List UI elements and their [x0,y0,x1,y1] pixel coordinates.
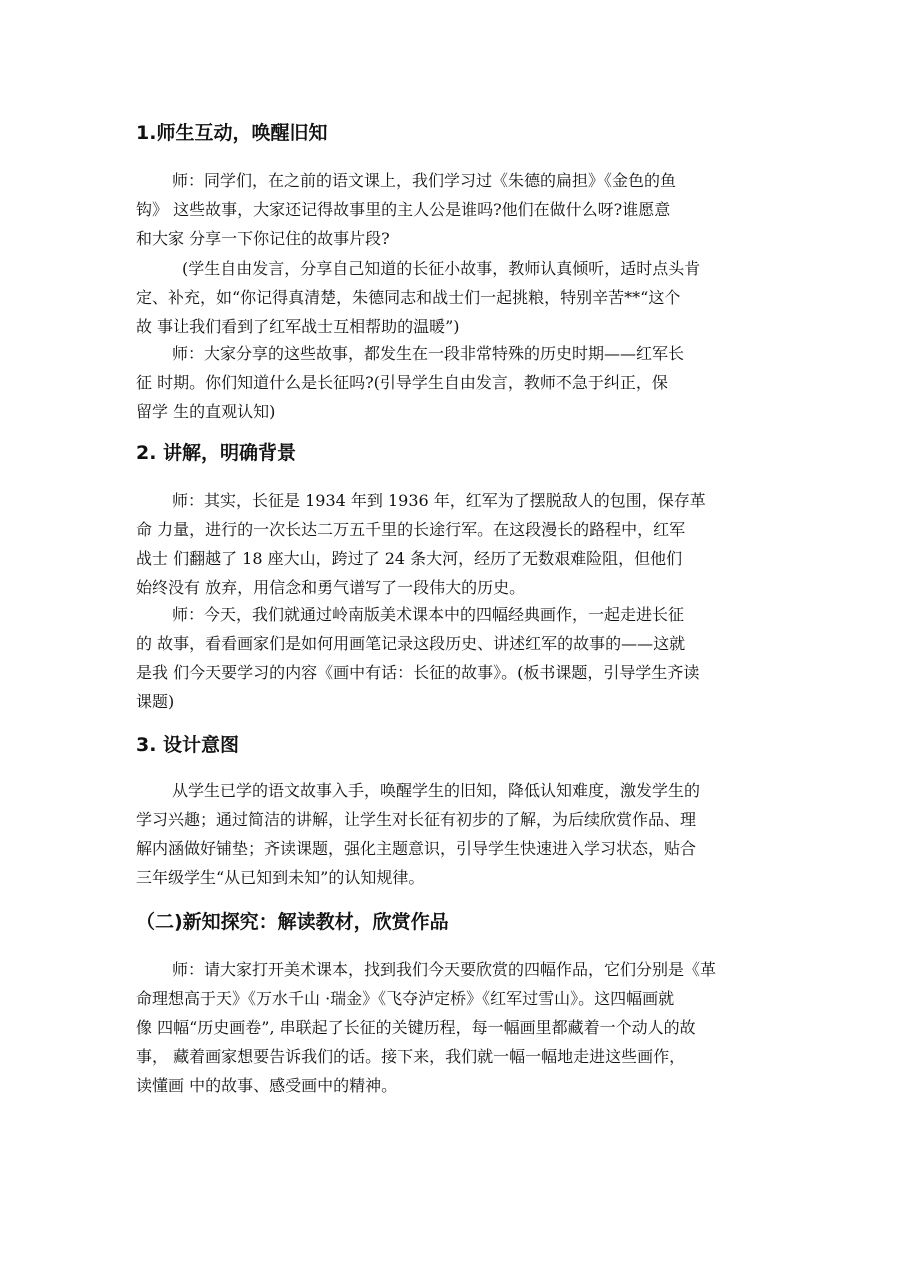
text-line: 命理想高于天》《万水千山 ·瑞金》《飞夺泸定桥》《红军过雪山》。这四幅画就 [136,989,675,1008]
text-line: 命 力量，进行的一次长达二万五千里的长途行军。在这段漫长的路程中，红军 [136,520,686,539]
text-line: 像 四幅“历史画卷”, 串联起了长征的关键历程，每一幅画里都藏着一个动人的故 [136,1018,696,1037]
text-line: 学习兴趣；通过简洁的讲解，让学生对长征有初步的了解，为后续欣赏作品、理 [136,810,697,829]
text-line: 师：同学们，在之前的语文课上，我们学习过《朱德的扁担》《金色的鱼 [172,171,677,190]
text-line: 是我 们今天要学习的内容《画中有话：长征的故事》。(板书课题，引导学生齐读 [136,663,700,682]
paragraph-design-intent [136,776,776,892]
paragraph-artworks [136,955,776,1100]
section-heading-2: 2. 讲解，明确背景 [136,442,297,464]
text-line: 师：今天，我们就通过岭南版美术课本中的四幅经典画作，一起走进长征 [172,605,685,624]
section-heading-3: 3. 设计意图 [136,734,240,756]
text-line: 征 时期。你们知道什么是长征吗?(引导学生自由发言，教师不急于纠正，保 [136,373,668,392]
text-line: 始终没有 放弃，用信念和勇气谱写了一段伟大的历史。 [136,578,526,597]
text-line: 留学 生的直观认知) [136,402,276,421]
text-line: 课题) [136,692,175,711]
text-line: 解内涵做好铺垫；齐读课题，强化主题意识，引导学生快速进入学习状态，贴合 [136,839,697,858]
text-line: 从学生已学的语文故事入手，唤醒学生的旧知，降低认知难度，激发学生的 [172,781,701,800]
text-line: 事， 藏着画家想要告诉我们的话。接下来，我们就一幅一幅地走进这些画作， [136,1047,686,1066]
text-line: 师：大家分享的这些故事，都发生在一段非常特殊的历史时期——红军长 [172,344,685,363]
paragraph-teacher-longmarch [136,339,776,426]
section-heading-1: 1.师生互动，唤醒旧知 [136,122,328,144]
text-line: 三年级学生“从已知到未知”的认知规律。 [136,868,425,887]
text-line: 战士 们翻越了 18 座大山，跨过了 24 条大河，经历了无数艰难险阻，但他们 [136,549,683,568]
text-line: 钩》 这些故事，大家还记得故事里的主人公是谁吗?他们在做什么呀?谁愿意 [136,200,671,219]
text-line: 师：请大家打开美术课本，找到我们今天要欣赏的四幅作品，它们分别是《革 [172,960,717,979]
paragraph-background [136,486,776,602]
text-line: 和大家 分享一下你记住的故事片段? [136,229,390,248]
paragraph-teacher-intro [136,166,776,253]
paragraph-student-response [136,254,776,341]
text-line: 师：其实，长征是 1934 年到 1936 年，红军为了摆脱敌人的包围，保存革 [172,491,706,510]
text-line: 读懂画 中的故事、感受画中的精神。 [136,1076,398,1095]
text-line: 定、补充，如“你记得真清楚，朱德同志和战士们一起挑粮，特别辛苦**“这个 [136,288,681,307]
paragraph-lesson-topic [136,600,776,716]
section-heading-4: （二)新知探究：解读教材，欣赏作品 [136,911,449,933]
text-line: (学生自由发言，分享自己知道的长征小故事，教师认真倾听，适时点头肯 [182,259,701,278]
text-line: 的 故事，看看画家们是如何用画笔记录这段历史、讲述红军的故事的——这就 [136,634,686,653]
text-line: 故 事让我们看到了红军战士互相帮助的温暖”) [136,317,460,336]
